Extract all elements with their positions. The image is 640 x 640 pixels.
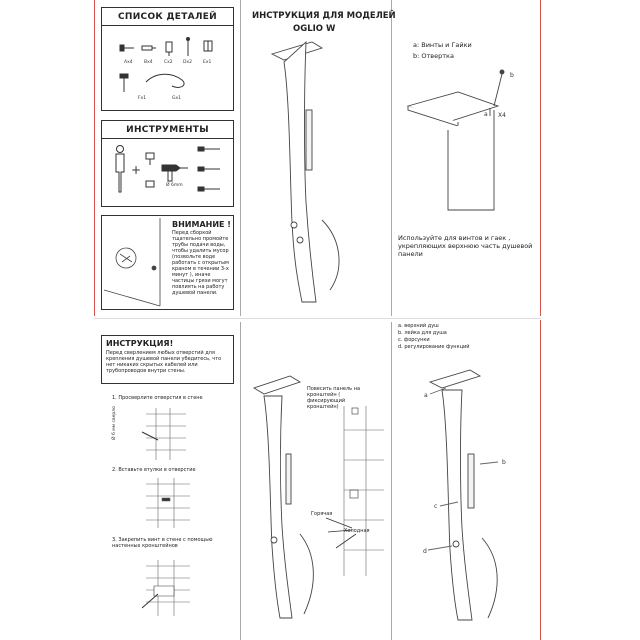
column-divider-top-1 xyxy=(240,0,241,316)
step-2-text xyxy=(112,467,196,473)
attention-text: Перед сборкой тщательно промойте трубы подачи воды, чтобы удалить мусор (позвольте воде работать с открытым краном в течении 3-х минут ), иначе частицы грязи могут повлиять на работу душевой панели. xyxy=(172,230,229,296)
column-divider-bottom-2 xyxy=(391,322,392,640)
step-2-illustration xyxy=(136,474,206,530)
part-label-a: Ax4 xyxy=(124,60,133,65)
page-edge-top-left xyxy=(94,0,95,316)
part-label-f: Fx1 xyxy=(138,96,147,101)
model-header-title: ИНСТРУКЦИЯ ДЛЯ МОДЕЛЕЙ xyxy=(252,11,396,21)
parts-list-title: СПИСОК ДЕТАЛЕЙ xyxy=(102,8,233,26)
instruction-title: ИНСТРУКЦИЯ! xyxy=(106,339,174,348)
step-1-number: 1. xyxy=(112,395,117,401)
page-edge-top-right xyxy=(540,0,541,316)
mounting-hang-note: Повесить панель на кронштейн ( фиксирующий кронштейн) xyxy=(307,386,361,410)
screws-mark-b: b xyxy=(510,72,514,79)
parts-legend-d: d. регулирование функций xyxy=(398,344,470,350)
mounting-hot-label: Горячая xyxy=(311,511,333,517)
column-divider-top-2 xyxy=(391,0,392,316)
step-3-illustration xyxy=(136,556,206,622)
parts-icons xyxy=(102,26,233,110)
parts-mark-b: b xyxy=(502,459,506,466)
attention-box xyxy=(101,215,234,310)
tools-box xyxy=(101,120,234,207)
step-1-dimension: Ø 6 мм сверло xyxy=(112,406,117,440)
part-label-b: Bx4 xyxy=(144,60,153,65)
screws-legend-b: b: Отвертка xyxy=(413,52,454,60)
screws-mark-x4: X4 xyxy=(498,112,506,119)
model-header-model: OGLIO W xyxy=(293,24,336,34)
wall-bracket-illustration xyxy=(322,400,388,580)
step-3-number: 3. xyxy=(112,537,117,543)
parts-legend-c: c. форсунки xyxy=(398,337,430,343)
instruction-box xyxy=(101,335,234,384)
parts-legend-a: a. верхний душ xyxy=(398,323,439,329)
drill-size-label: Ø 6mm xyxy=(166,183,183,188)
screws-note: Используйте для винтов и гаек , укрепляющих верхнюю часть душевой панели xyxy=(398,234,533,258)
parts-legend-b: b. лейка для душа xyxy=(398,330,447,336)
step-2-label: Вставьте втулки в отверстие xyxy=(118,467,196,473)
part-label-d: Dx2 xyxy=(183,60,192,65)
parts-list-box xyxy=(101,7,234,111)
step-3-label: Закрепить винт в стене с помощью настенных кронштейнов xyxy=(112,537,213,549)
mounting-cold-label: Холодная xyxy=(344,528,370,534)
part-label-e: Ex1 xyxy=(203,60,212,65)
step-1-text xyxy=(112,395,203,401)
screws-mark-a: a xyxy=(484,111,488,118)
part-label-c: Cx2 xyxy=(164,60,173,65)
shower-panel-illustration-top xyxy=(262,40,352,310)
tools-title: ИНСТРУМЕНТЫ xyxy=(102,121,233,139)
screws-legend-a: a: Винты и Гайки xyxy=(413,41,472,49)
svg-text:+: + xyxy=(131,163,142,177)
step-2-number: 2. xyxy=(112,467,117,473)
parts-mark-c: c xyxy=(434,503,438,510)
wall-corner-illustration xyxy=(104,218,164,308)
top-shower-head-illustration xyxy=(398,66,538,206)
column-divider-bottom-1 xyxy=(240,322,241,640)
step-3-text xyxy=(112,537,232,549)
page-edge-bottom-right xyxy=(540,320,541,640)
step-1-illustration xyxy=(136,404,206,464)
instruction-text: Перед сверлением любых отверстий для крепления душевой панели убедитесь, что нет никаких скрытых кабелей или трубопроводов внутри стены. xyxy=(106,350,222,374)
tools-icons xyxy=(102,139,233,205)
page-separator xyxy=(94,318,541,319)
step-1-label: Просверлите отверстия в стене xyxy=(118,395,203,401)
shower-panel-illustration-parts xyxy=(410,368,520,628)
part-label-g: Gx1 xyxy=(172,96,182,101)
parts-mark-d: d xyxy=(423,548,427,555)
parts-mark-a: a xyxy=(424,392,428,399)
attention-title: ВНИМАНИЕ ! xyxy=(172,220,231,229)
shower-panel-illustration-mounting xyxy=(246,374,326,634)
